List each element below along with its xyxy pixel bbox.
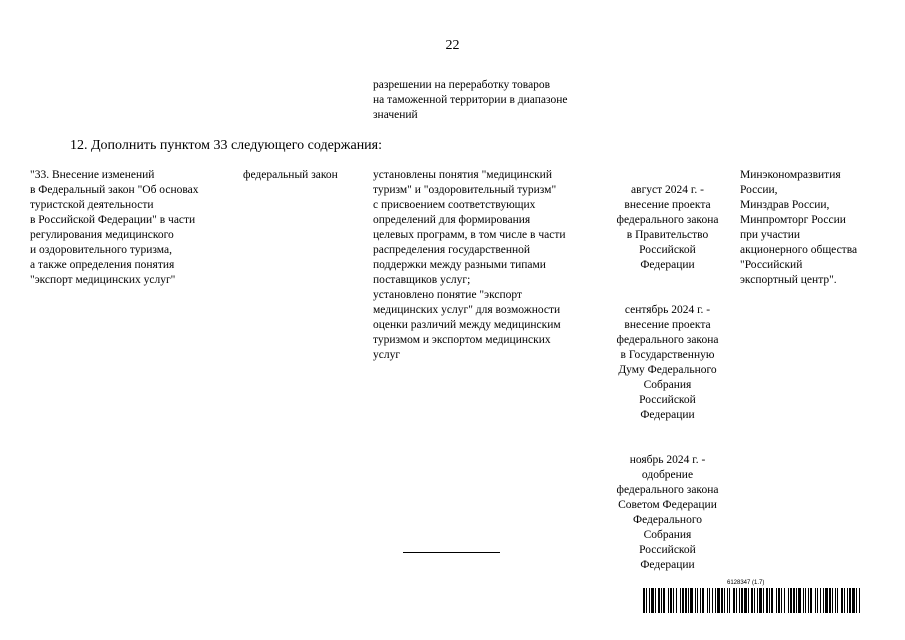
barcode-label: 6128347 (1.7) [727, 580, 765, 586]
end-rule [403, 552, 500, 553]
continuation-text: разрешении на переработку товаров на таможенной территории в диапазоне значений [373, 79, 568, 121]
section-heading: 12. Дополнить пунктом 33 следующего содержания: [70, 138, 383, 153]
item-description: "33. Внесение изменений в Федеральный закон "Об основах туристской деятельности в Российской Федерации" в части регулирования медицинского и оздоровительного туризма, а также определения понятия "экспорт медицинских услуг" [30, 169, 199, 286]
barcode-icon [643, 588, 860, 613]
responsible-agencies: Минэкономразвития России, Минздрав России, Минпромторг России при участии акционерного общества "Российский экспортный центр". [740, 169, 858, 286]
expected-result: установлены понятия "медицинский туризм" и "оздоровительный туризм" с присвоением соответствующих определений для формирования целевых программ, в том числе в части распределения государственной поддержки между разными типами поставщиков услуг; установлено понятие "экспорт медицинских услуг" для возможности оценки различий между медицинским туризмом и экспортом медицинских услуг [373, 169, 566, 361]
deadline-september: сентябрь 2024 г. - внесение проекта федерального закона в Государственную Думу Федерального Собрания Российской Федерации [616, 304, 719, 421]
deadlines [605, 168, 730, 603]
document-type: федеральный закон [243, 169, 338, 181]
page-number: 22 [445, 38, 460, 53]
deadline-august: август 2024 г. - внесение проекта федерального закона в Правительство Российской Федерации [616, 184, 719, 271]
deadline-november: ноябрь 2024 г. - одобрение федерального закона Советом Федерации Федерального Собрания Российской Федерации [616, 454, 719, 571]
